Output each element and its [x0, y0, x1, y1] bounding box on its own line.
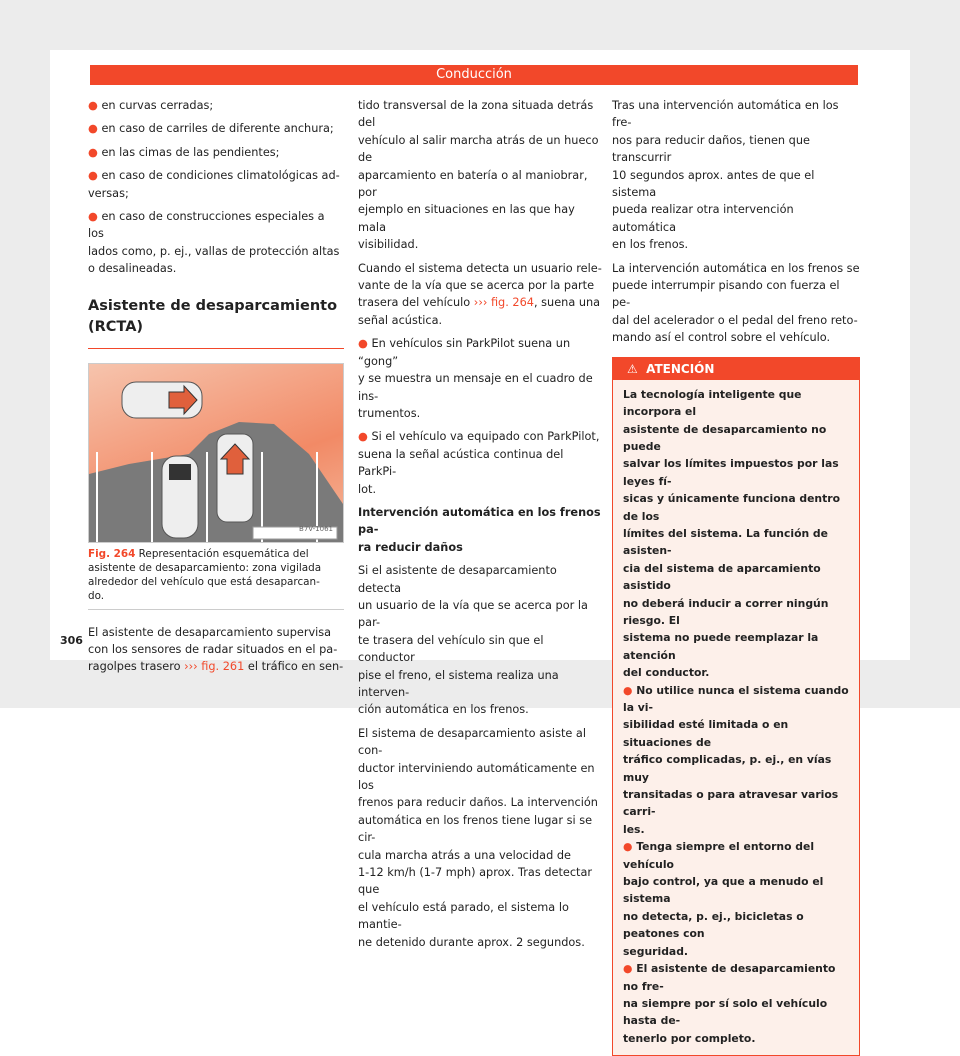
divider	[88, 348, 344, 349]
warning-body: La tecnología inteligente que incorpora el asistente de desaparcamiento no puede salvar los límites impuestos por las leyes fí- sicas y únicamente funciona dentro de los límites del sistema. La función de asisten- cia del sistema de aparcamiento asistido no deberá inducir a correr ningún riesgo. El sistema no puede reemplazar la atención del conductor. ● No utilice nunca el sistema cuando la vi- sibilidad esté limitada o en situaciones de tráfico complicadas, p. ej., en vías muy transitadas o para atravesar varios carri- les. ● Tenga siempre el entorno del vehículo bajo control, ya que a menudo el sistema no detecta, p. ej., bicicletas o peatones con seguridad. ● El asistente de desaparcamiento no fre- na siempre por sí solo el vehículo hasta de- tenerlo por completo.	[613, 380, 859, 1055]
bullet-item: ● en curvas cerradas;	[88, 99, 214, 112]
section-header: Conducción	[90, 65, 858, 85]
bullet-item: ● en las cimas de las pendientes;	[88, 145, 280, 159]
column-3	[612, 97, 860, 1056]
section-heading: Asistente de desaparcamiento (RCTA)	[88, 297, 338, 335]
bullet-item: ● Si el vehículo va equipado con ParkPilot, suena la señal acústica continua del ParkPi- lot.	[358, 430, 600, 496]
paragraph: Si el asistente de desaparcamiento detecta un usuario de la vía que se acerca por la par- te trasera del vehículo sin que el conductor pise el freno, el sistema realiza una interven- ción automática en los frenos.	[358, 564, 588, 717]
figure-link[interactable]: ››› fig. 264	[473, 296, 534, 310]
warning-triangle-icon: ⚠	[627, 361, 638, 376]
bullet-item: ● En vehículos sin ParkPilot suena un “gong” y se muestra un mensaje en el cuadro de ins- trumentos.	[358, 337, 593, 420]
bullet-item: ● en caso de carriles de diferente anchura;	[88, 122, 334, 136]
bullet-item: ● Tenga siempre el entorno del vehículo bajo control, ya que a menudo el sistema no detecta, p. ej., bicicletas o peatones con seguridad.	[623, 840, 824, 958]
figure-caption: Fig. 264 Representación esquemática del asistente de desaparcamiento: zona vigilada alrededor del vehículo que está desaparcan- do.	[88, 543, 344, 610]
bullet-item: ● No utilice nunca el sistema cuando la vi- sibilidad esté limitada o en situaciones de tráfico complicadas, p. ej., en vías muy transitadas o para atravesar varios carri- les.	[623, 683, 849, 836]
column-1	[88, 97, 344, 682]
figure-code: B7V-1061	[299, 525, 333, 534]
figure-link[interactable]: ››› fig. 261	[184, 660, 245, 674]
paragraph: tido transversal de la zona situada detrás del vehículo al salir marcha atrás de un hueco de aparcamiento en batería o al maniobrar, por ejemplo en situaciones en las que hay mala visibilidad.	[358, 99, 599, 252]
paragraph: La intervención automática en los frenos se puede interrumpir pisando con fuerza el pe- dal del acelerador o el pedal del freno reto- mando así el control sobre el vehículo.	[612, 261, 860, 345]
column-2	[358, 97, 603, 957]
figure-image	[88, 363, 344, 543]
paragraph: El asistente de desaparcamiento supervisa con los sensores de radar situados en el pa- ragolpes trasero ››› fig. 261 el tráfico en sen-	[88, 625, 344, 674]
subheading: Intervención automática en los frenos pa- ra reducir daños	[358, 505, 601, 554]
page-number: 306	[60, 634, 83, 647]
bullet-item: ● El asistente de desaparcamiento no fre- na siempre por sí solo el vehículo hasta de- tenerlo por completo.	[623, 962, 836, 1045]
paragraph: Cuando el sistema detecta un usuario rele- vante de la vía que se acerca por la parte trasera del vehículo ››› fig. 264, suena una señal acústica.	[358, 261, 602, 327]
bullet-item: ● en caso de condiciones climatológicas ad- versas;	[88, 169, 340, 200]
warning-box	[612, 357, 860, 1056]
paragraph: El sistema de desaparcamiento asiste al con- ductor interviniendo automáticamente en los frenos para reducir daños. La intervención automática en los frenos tiene lugar si se cir- cula marcha atrás a una velocidad de 1-12 km/h (1-7 mph) aprox. Tras detectar que el vehículo está parado, el sistema lo mantie- ne detenido durante aprox. 2 segundos.	[358, 726, 598, 949]
paragraph: Tras una intervención automática en los fre- nos para reducir daños, tienen que transcurrir 10 segundos aprox. antes de que el sistema pueda realizar otra intervención automática en los frenos.	[612, 99, 839, 252]
warning-header: ⚠ ATENCIÓN	[613, 358, 859, 380]
bullet-item: ● en caso de construcciones especiales a los lados como, p. ej., vallas de protección altas o desalineadas.	[88, 210, 340, 276]
